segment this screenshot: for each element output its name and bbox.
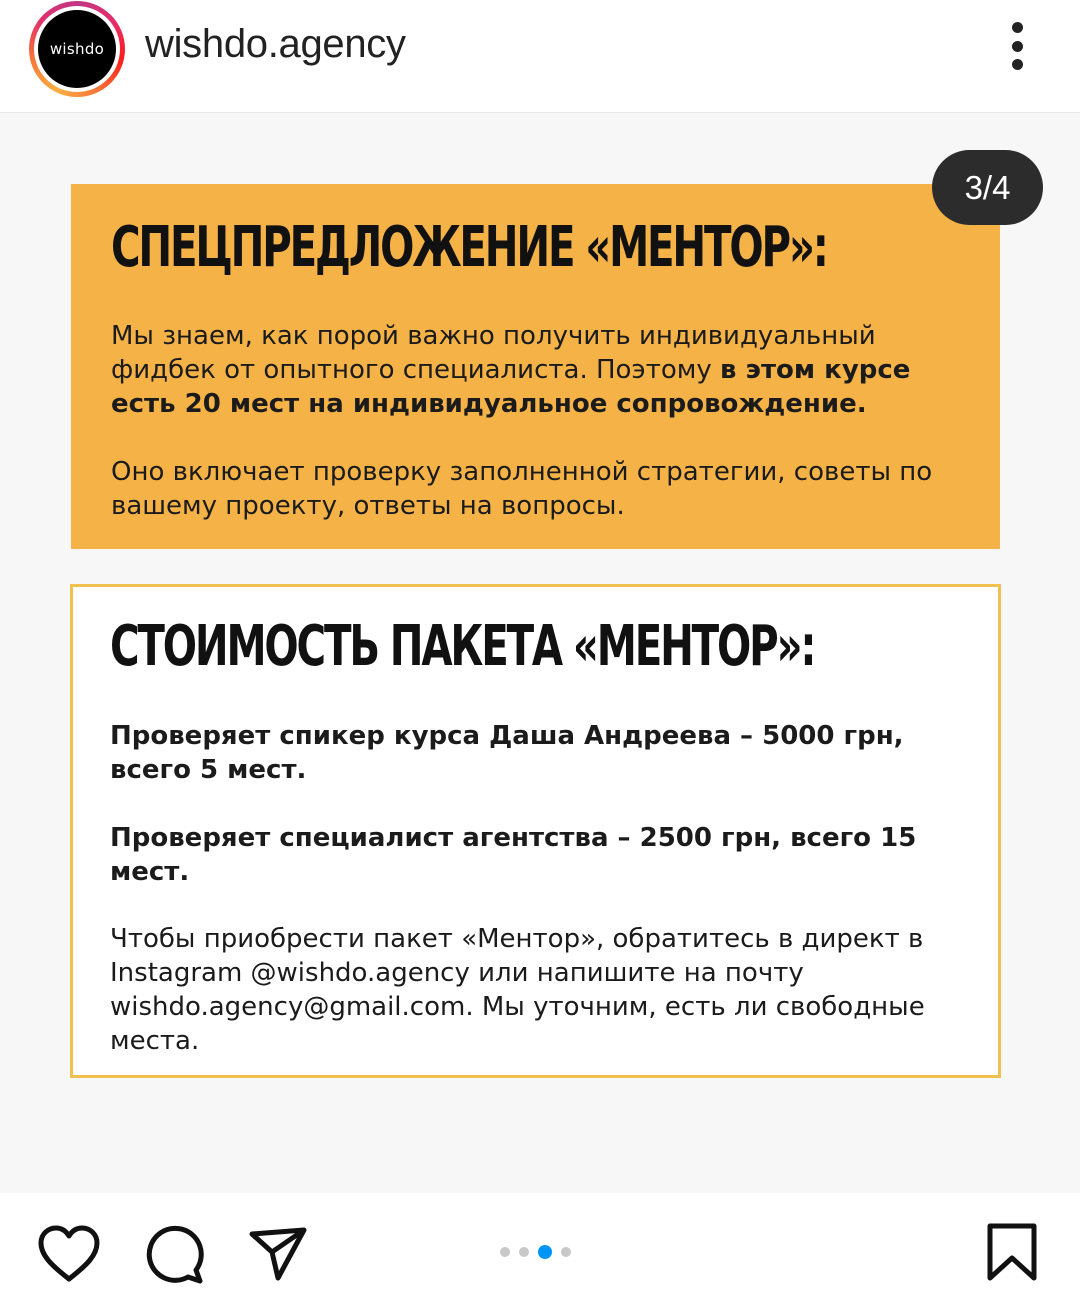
offer-paragraph-text: Мы знаем, как порой важно получить индивидуальный фидбек от опытного специалиста. Поэтому	[111, 321, 876, 385]
carousel-indicator	[500, 1244, 580, 1260]
username[interactable]: wishdo.agency	[145, 22, 406, 66]
avatar[interactable]	[29, 1, 125, 97]
slide-counter: 3/4	[932, 150, 1043, 225]
more-vertical-icon[interactable]	[1000, 22, 1034, 70]
heart-icon[interactable]	[37, 1224, 101, 1284]
post-header	[0, 0, 1080, 113]
price-option-specialist: Проверяет специалист агентства – 2500 грн, всего 15 мест.	[110, 823, 917, 887]
offer-box	[71, 184, 1000, 549]
comment-icon[interactable]	[144, 1224, 204, 1284]
carousel-dot-active	[538, 1245, 552, 1259]
contact-info: Чтобы приобрести пакет «Ментор», обратитесь в директ в Instagram @wishdo.agency или напишите на почту wishdo.agency@gmail.com. Мы уточним, есть ли свободные места.	[110, 924, 925, 1056]
price-heading: СТОИМОСТЬ ПАКЕТА «МЕНТОР»:	[110, 614, 815, 679]
carousel-dot	[500, 1247, 510, 1257]
bookmark-icon[interactable]	[986, 1222, 1038, 1282]
offer-paragraph	[111, 319, 960, 421]
share-icon[interactable]	[248, 1226, 308, 1282]
offer-paragraph-bold: в этом курсе есть 20 мест на индивидуальное сопровождение.	[111, 355, 911, 419]
action-bar	[0, 1200, 1080, 1298]
offer-details: Оно включает проверку заполненной стратегии, советы по вашему проекту, ответы на вопросы.	[111, 457, 933, 521]
offer-heading: СПЕЦПРЕДЛОЖЕНИЕ «МЕНТОР»:	[111, 215, 827, 280]
price-option-speaker: Проверяет спикер курса Даша Андреева – 5000 грн, всего 5 мест.	[110, 721, 904, 785]
price-box	[70, 584, 1001, 1078]
avatar-text: wishdo	[38, 10, 116, 88]
carousel-dot	[519, 1247, 529, 1257]
carousel-dot	[561, 1247, 571, 1257]
